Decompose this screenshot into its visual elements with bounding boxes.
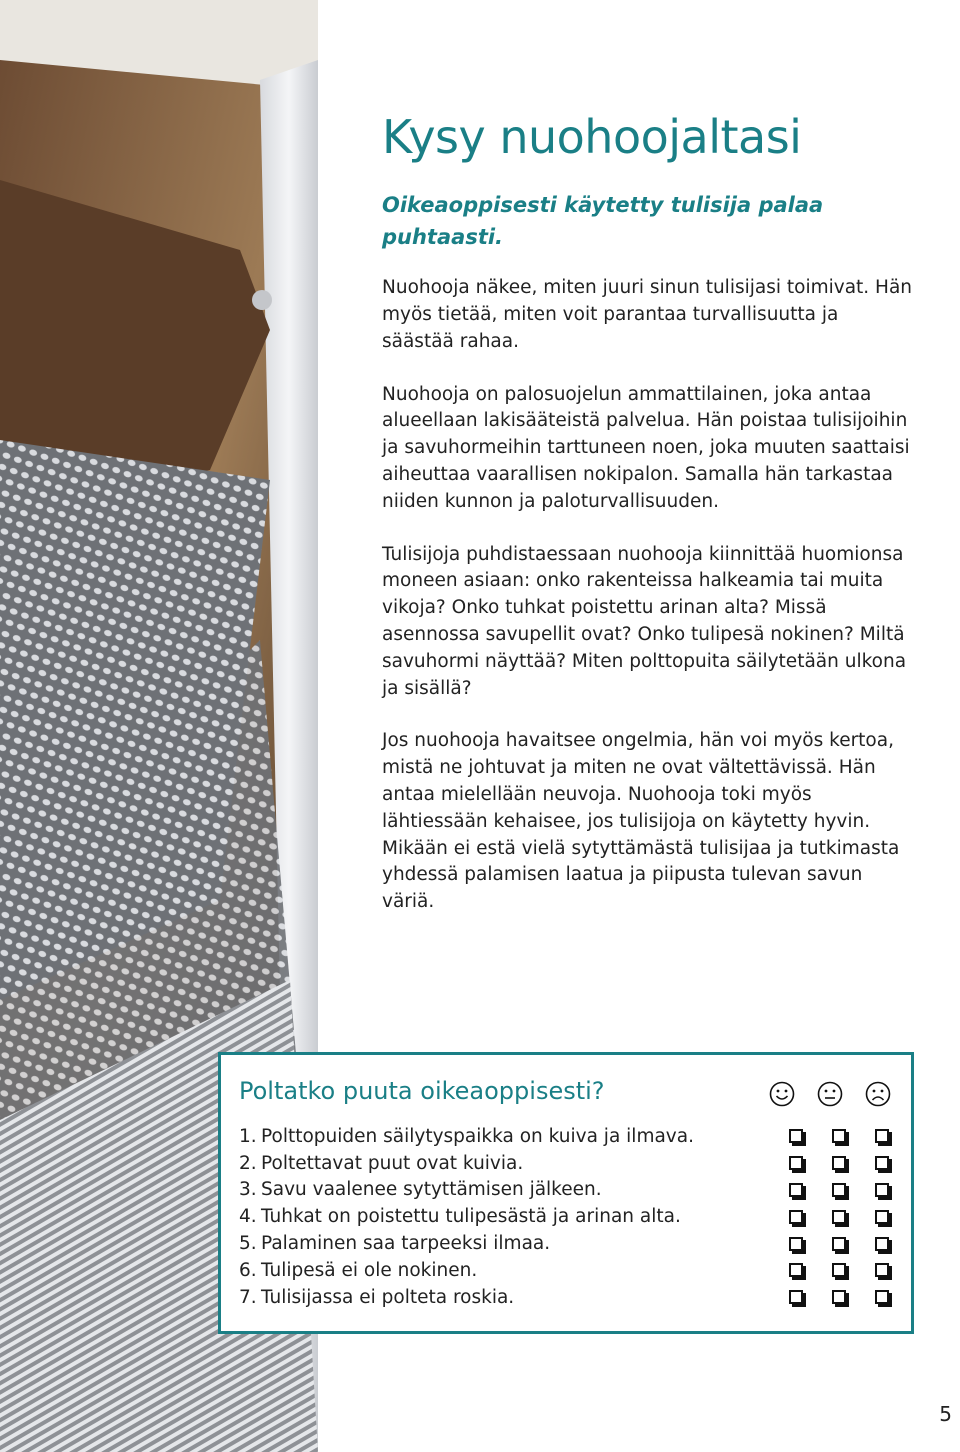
- item-number: 3.: [239, 1179, 257, 1201]
- checklist-item: [239, 1203, 899, 1230]
- checklist-item: [239, 1150, 899, 1177]
- item-number: 7.: [239, 1286, 257, 1308]
- checkbox-good[interactable]: [789, 1263, 803, 1277]
- checkbox-good[interactable]: [789, 1183, 803, 1197]
- checkbox-bad[interactable]: [875, 1237, 889, 1251]
- checklist-item: [239, 1284, 899, 1311]
- item-text: Polttopuiden säilytyspaikka on kuiva ja ilmava.: [261, 1125, 694, 1147]
- checkbox-bad[interactable]: [875, 1263, 889, 1277]
- wood-burning-checklist: [218, 1052, 914, 1334]
- item-text: Poltettavat puut ovat kuivia.: [261, 1152, 524, 1174]
- checkbox-bad[interactable]: [875, 1290, 889, 1304]
- article-subtitle: Oikeaoppisesti käytetty tulisija palaa puhtaasti.: [382, 193, 824, 250]
- checklist-item: [239, 1123, 899, 1150]
- item-text: Tuhkat on poistettu tulipesästä ja arinan alta.: [261, 1206, 681, 1228]
- checkbox-ok[interactable]: [832, 1237, 846, 1251]
- checkbox-good[interactable]: [789, 1210, 803, 1224]
- checklist-item: [239, 1257, 899, 1284]
- paragraph-inspection: Tulisijoja puhdistaessaan nuohooja kiinnittää huomionsa moneen asiaan: onko rakenteissa halkeamia tai muita vikoja? Onko tuhkat poistettu arinan alta? Missä asennossa savupellit ovat? Onko tulipesä nokinen? Miltä savuhormi näyttää? Miten polttopuita säilytetään ulkona ja sisällä?: [382, 543, 907, 699]
- checkbox-ok[interactable]: [832, 1263, 846, 1277]
- paragraph-advice: Jos nuohooja havaitsee ongelmia, hän voi myös kertoa, mistä ne johtuvat ja miten ne ovat vältettävissä. Hän antaa mielellään neuvoja. Nuohooja toki myös lähtiessään kehaisee, jos tulisijoja on käytetty hyvin. Mikään ei estä vielä sytyttämästä tulisijaa ja tutkimasta yhdessä palamisen laatua ja piipusta tulevan savun väriä.: [382, 730, 900, 913]
- neutral-face-icon: [817, 1081, 843, 1107]
- checkbox-good[interactable]: [789, 1237, 803, 1251]
- smiling-face-icon: [769, 1081, 795, 1107]
- checkbox-ok[interactable]: [832, 1129, 846, 1143]
- checkbox-ok[interactable]: [832, 1210, 846, 1224]
- checklist-item: [239, 1177, 899, 1204]
- item-number: 1.: [239, 1125, 257, 1147]
- item-number: 4.: [239, 1206, 257, 1228]
- checkbox-bad[interactable]: [875, 1156, 889, 1170]
- checkbox-bad[interactable]: [875, 1129, 889, 1143]
- rating-header: [769, 1081, 891, 1107]
- item-number: 6.: [239, 1259, 257, 1281]
- checkbox-bad[interactable]: [875, 1210, 889, 1224]
- item-number: 5.: [239, 1233, 257, 1255]
- checklist-items: [239, 1123, 899, 1311]
- checklist-title: Poltatko puuta oikeaoppisesti?: [239, 1077, 605, 1105]
- item-number: 2.: [239, 1152, 257, 1174]
- article: [382, 110, 912, 942]
- checkbox-good[interactable]: [789, 1156, 803, 1170]
- checkbox-ok[interactable]: [832, 1183, 846, 1197]
- item-text: Tulisijassa ei polteta roskia.: [261, 1286, 515, 1308]
- paragraph-intro: Nuohooja näkee, miten juuri sinun tulisijasi toimivat. Hän myös tietää, miten voit parantaa turvallisuutta ja säästää rahaa.: [382, 277, 913, 352]
- item-text: Savu vaalenee sytyttämisen jälkeen.: [261, 1179, 602, 1201]
- page-number: 5: [939, 1402, 952, 1426]
- frowning-face-icon: [865, 1081, 891, 1107]
- checklist-item: [239, 1230, 899, 1257]
- paragraph-role: Nuohooja on palosuojelun ammattilainen, joka antaa alueellaan lakisääteistä palvelua. Hän poistaa tulisijoihin ja savuhormeihin tarttuneen noen, joka muuten saattaisi aiheuttaa vaarallisen nokipalon. Samalla hän tarkastaa niiden kunnon ja paloturvallisuuden.: [382, 383, 910, 512]
- checkbox-good[interactable]: [789, 1290, 803, 1304]
- checkbox-ok[interactable]: [832, 1156, 846, 1170]
- page-title: Kysy nuohoojaltasi: [382, 110, 802, 164]
- item-text: Tulipesä ei ole nokinen.: [261, 1259, 478, 1281]
- item-text: Palaminen saa tarpeeksi ilmaa.: [261, 1233, 551, 1255]
- checkbox-ok[interactable]: [832, 1290, 846, 1304]
- checkbox-bad[interactable]: [875, 1183, 889, 1197]
- checkbox-good[interactable]: [789, 1129, 803, 1143]
